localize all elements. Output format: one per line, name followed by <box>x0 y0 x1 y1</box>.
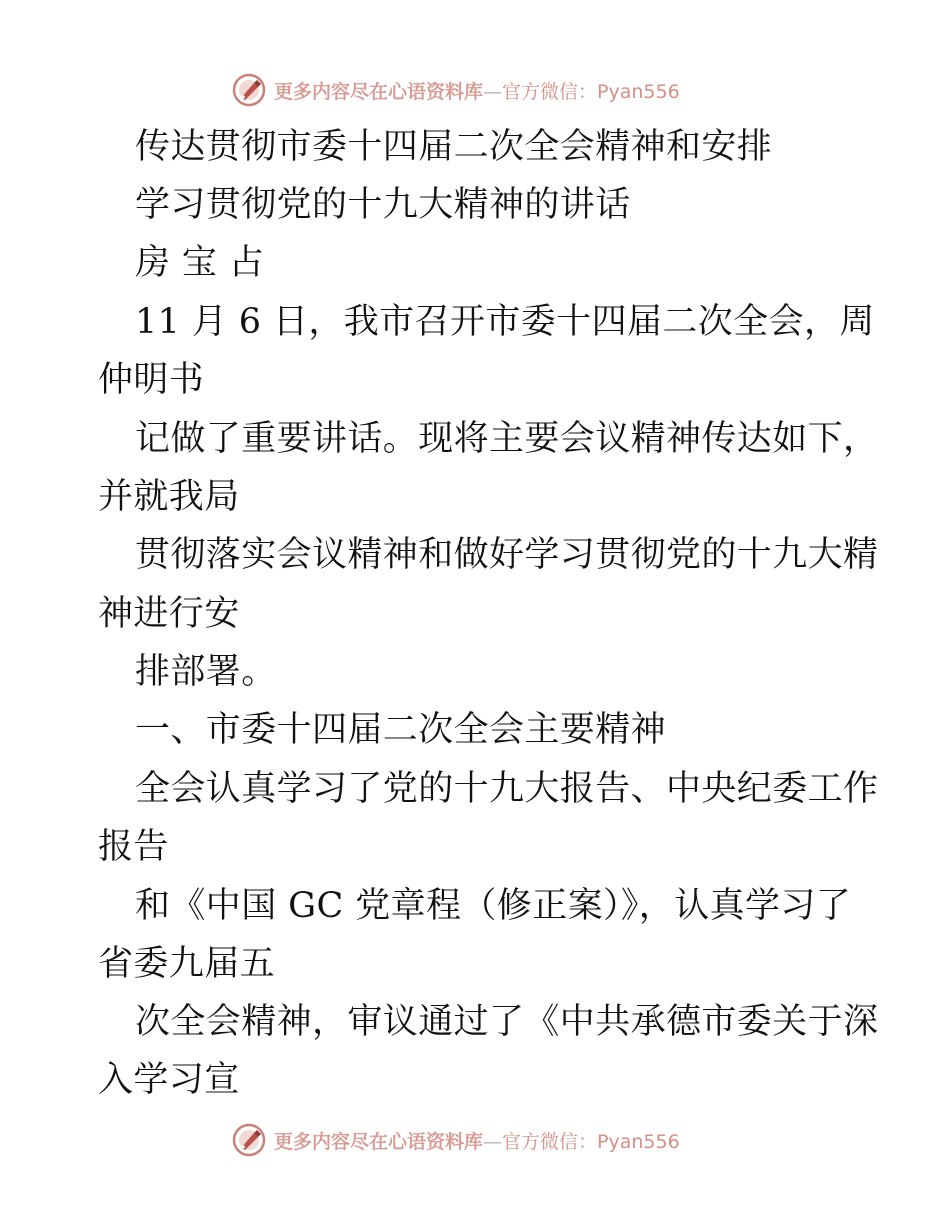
watermark-separator: — <box>483 1130 503 1153</box>
doc-paragraph-line: 入学习宣 <box>98 1060 240 1100</box>
doc-section-heading: 一、市委十四届二次全会主要精神 <box>135 710 667 750</box>
doc-title-line-2: 学习贯彻党的十九大精神的讲话 <box>135 185 631 225</box>
watermark-footer <box>232 1120 712 1160</box>
doc-paragraph-line: 次全会精神，审议通过了《中共承德市委关于深 <box>135 1002 879 1042</box>
watermark-contact-text: 官方微信：Pyan556 <box>502 1130 680 1153</box>
doc-paragraph-line: 和《中国 GC 党章程（修正案）》，认真学习了 <box>135 886 852 926</box>
doc-paragraph-line: 贯彻落实会议精神和做好学习贯彻党的十九大精 <box>135 535 879 575</box>
doc-paragraph-line: 省委九届五 <box>98 944 276 984</box>
doc-paragraph-line: 记做了重要讲话。现将主要会议精神传达如下， <box>135 419 879 459</box>
doc-paragraph-line: 报告 <box>98 827 169 867</box>
doc-paragraph-line: 仲明书 <box>98 360 205 400</box>
watermark-brand-text: 更多内容尽在心语资料库 <box>274 80 484 103</box>
doc-paragraph-line: 全会认真学习了党的十九大报告、中央纪委工作 <box>135 769 879 809</box>
doc-paragraph-line: 排部署。 <box>135 652 277 692</box>
watermark-separator: — <box>483 80 503 103</box>
watermark-brand-text: 更多内容尽在心语资料库 <box>274 1130 484 1153</box>
watermark-contact-text: 官方微信：Pyan556 <box>502 80 680 103</box>
doc-paragraph-line: 并就我局 <box>98 477 240 517</box>
doc-paragraph-line: 11 月 6 日，我市召开市委十四届二次全会，周 <box>135 302 875 342</box>
doc-author: 房 宝 占 <box>135 243 265 283</box>
pen-nib-logo-icon <box>232 1123 266 1157</box>
doc-paragraph-line: 神进行安 <box>98 594 240 634</box>
doc-title-line-1: 传达贯彻市委十四届二次全会精神和安排 <box>135 127 773 167</box>
